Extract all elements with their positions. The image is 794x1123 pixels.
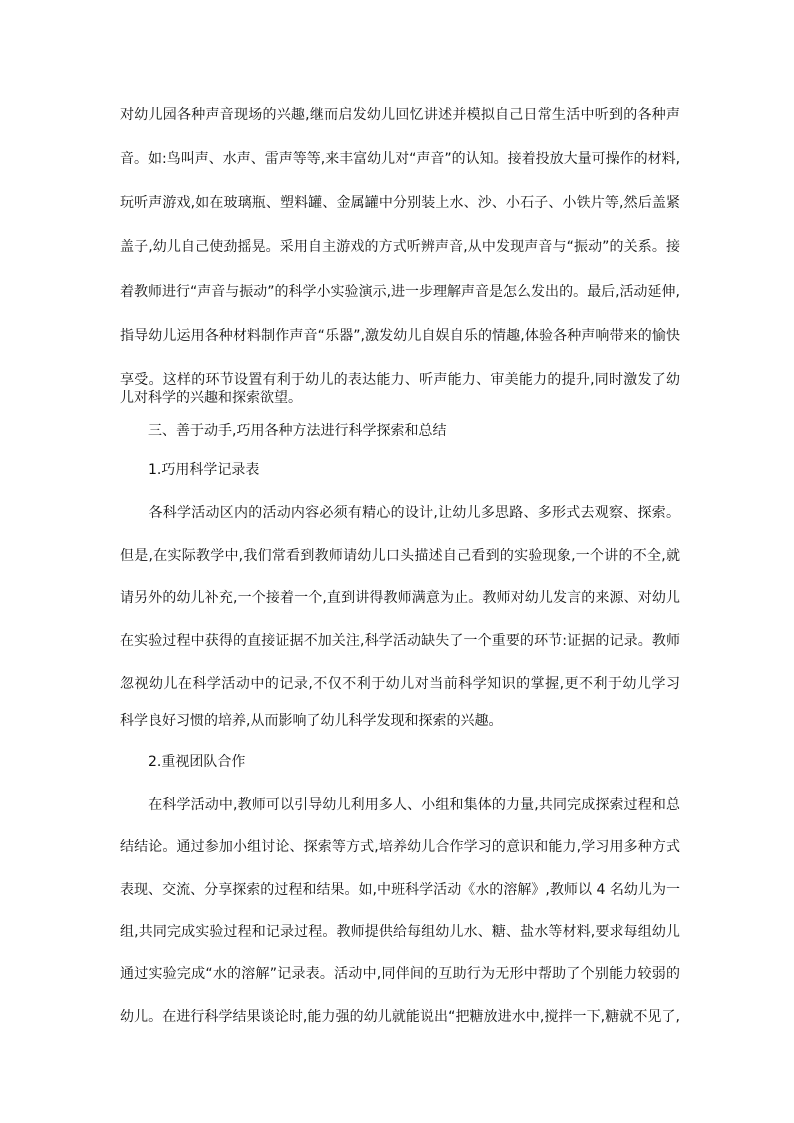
text-line: 指导幼儿运用各种材料制作声音“乐器”,激发幼儿自娱自乐的情趣,体验各种声响带来的愉快 [120,328,680,344]
text-line: 表现、交流、分享探索的过程和结果。如,中班科学活动《水的溶解》,教师以 4 名幼儿为一 [120,882,680,898]
text-line: 玩听声游戏,如在玻璃瓶、塑料罐、金属罐中分别装上水、沙、小石子、小铁片等,然后盖紧 [120,195,680,211]
text-line: 音。如:鸟叫声、水声、雷声等等,来丰富幼儿对“声音”的认知。接着投放大量可操作的材料, [120,151,681,167]
text-line: 组,共同完成实验过程和记录过程。教师提供给每组幼儿水、糖、盐水等材料,要求每组幼儿 [120,924,680,940]
text-line: 忽视幼儿在科学活动中的记录,不仅不利于幼儿对当前科学知识的掌握,更不利于幼儿学习 [120,676,680,692]
text-line: 科学良好习惯的培养,从而影响了幼儿科学发现和探索的兴趣。 [120,713,503,729]
text-line: 在实验过程中获得的直接证据不加关注,科学活动缺失了一个重要的环节:证据的记录。教师 [120,633,680,649]
subsection-heading: 1.巧用科学记录表 [120,462,260,478]
subsection-heading: 2.重视团队合作 [120,754,246,770]
text-line: 盖子,幼儿自己使劲摇晃。采用自主游戏的方式听辨声音,从中发现声音与“振动”的关系。接 [120,239,680,255]
text-line: 享受。这样的环节设置有利于幼儿的表达能力、听声能力、审美能力的提升,同时激发了幼 [120,372,680,388]
section-heading: 三、善于动手,巧用各种方法进行科学探索和总结 [120,423,447,439]
text-line: 请另外的幼儿补充,一个接着一个,直到讲得教师满意为止。教师对幼儿发言的来源、对幼儿 [120,590,680,606]
text-line: 结结论。通过参加小组讨论、探索等方式,培养幼儿合作学习的意识和能力,学习用多种方式 [120,839,680,855]
text-line: 各科学活动区内的活动内容必须有精心的设计,让幼儿多思路、多形式去观察、探索。 [120,505,680,521]
text-line: 对幼儿园各种声音现场的兴趣,继而启发幼儿回忆讲述并模拟自己日常生活中听到的各种声 [120,107,680,123]
text-line: 着教师进行“声音与振动”的科学小实验演示,进一步理解声音是怎么发出的。最后,活动延伸, [120,284,680,300]
text-line: 但是,在实际教学中,我们常看到教师请幼儿口头描述自己看到的实验现象,一个讲的不全,就 [120,548,680,564]
text-line: 在科学活动中,教师可以引导幼儿利用多人、小组和集体的力量,共同完成探索过程和总 [120,797,680,813]
text-line: 儿对科学的兴趣和探索欲望。 [120,390,302,406]
text-line: 幼儿。在进行科学结果谈论时,能力强的幼儿就能说出“把糖放进水中,搅拌一下,糖就不见了, [120,1009,680,1025]
text-line: 通过实验完成“水的溶解”记录表。活动中,同伴间的互助行为无形中帮助了个别能力较弱的 [120,966,680,982]
